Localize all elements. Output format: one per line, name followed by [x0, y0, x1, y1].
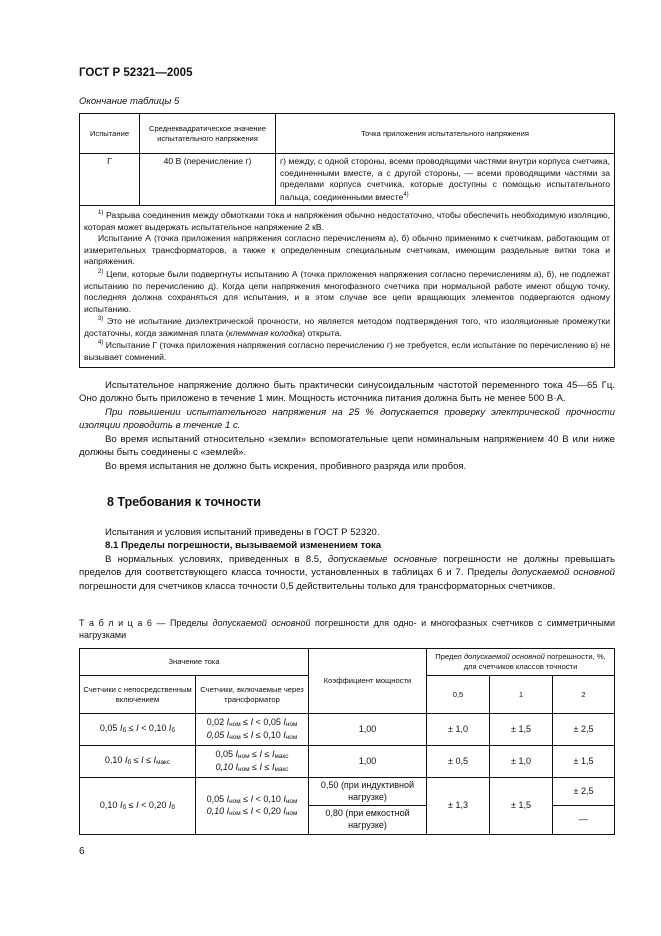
t6-r1-v1: ± 1,5	[490, 714, 553, 746]
t6-r1-direct: 0,05 Iб ≤ I < 0,10 Iб	[80, 714, 196, 746]
note-mark: 3)	[98, 316, 104, 323]
text: Т а б л и ц а 6 — Пределы	[79, 618, 213, 628]
note-3	[84, 315, 610, 339]
section-8-p1: Испытания и условия испытаний приведены в ГОСТ Р 52320.	[105, 527, 380, 538]
paragraph-4: Во время испытания не должно быть искрения, пробивного разряда или пробоя.	[105, 460, 467, 472]
note-text: Разрыва соединения между обмотками тока и напряжения обычно недостаточно, чтобы обеспечить необходимую изоляцию, которая может выдержать испытательное напряжение 2 кВ.	[84, 210, 610, 232]
t6-r2-transformer: 0,05 Iном ≤ I ≤ Iмакс 0,10 Iном ≤ I ≤ Iмакс	[196, 746, 309, 778]
paragraph-3: Во время испытаний относительно «земли» вспомогательные цепи номинальным напряжением 40 В или ниже должны быть соединены с «землей».	[79, 433, 615, 459]
t6-r1-v05: ± 1,0	[427, 714, 490, 746]
note-2	[84, 268, 610, 315]
note-4	[84, 339, 610, 363]
t6-header-class-1: 1	[490, 676, 553, 714]
footnote-ref: 4)	[403, 191, 409, 198]
note-mark: 4)	[98, 340, 104, 347]
t5-row-point-text: г) между, с одной стороны, всеми проводящими частями внутри корпуса счетчика, соединенными вместе, а с другой стороны, — всеми проводящими частями за пределами корпуса счетчика, которые доступны с помощью испытательного пальца, соединенными вместе	[280, 156, 610, 202]
table5-caption: Окончание таблицы 5	[79, 96, 180, 107]
t6-r2-direct: 0,10 Iб ≤ I ≤ Iмакс	[80, 746, 196, 778]
t6-r3-v05: ± 1,3	[427, 778, 490, 835]
text: погрешности, %, для счетчиков классов точности	[463, 652, 606, 671]
note-1	[84, 209, 610, 233]
t6-header-pf: Коэффициент мощности	[309, 649, 427, 714]
table5	[79, 113, 615, 368]
t6-r3-direct: 0,10 Iб ≤ I < 0,20 Iб	[80, 778, 196, 835]
section-8-body	[79, 526, 615, 593]
body-text	[79, 379, 615, 473]
t6-r2-v1: ± 1,0	[490, 746, 553, 778]
table6	[79, 648, 615, 835]
t6-r3-transformer: 0,05 Iном ≤ I < 0,10 Iном 0,10 Iном ≤ I < 0,20 Iном	[196, 778, 309, 835]
t5-row-test: Г	[80, 154, 140, 206]
note-mark: 2)	[98, 269, 104, 276]
text: погрешности для счетчиков класса точности 0,5 действительны только для трансформаторных счетчиков.	[79, 580, 556, 592]
t6-r2-v2: ± 1,5	[553, 746, 615, 778]
italic-text: допускаемые основные	[327, 553, 438, 565]
note-mark: 1)	[98, 210, 104, 217]
paragraph-1: Испытательное напряжение должно быть практически синусоидальным частотой переменного тока 45—65 Гц. Оно должно быть приложено в течение 1 мин. Мощность источника питания должна быть не менее 500 В·А.	[79, 380, 615, 405]
table6-caption	[79, 617, 615, 641]
t6-r3-v2-inductive: ± 2,5	[553, 778, 615, 806]
t5-header-test: Испытание	[80, 114, 140, 154]
t6-header-class-2: 2	[553, 676, 615, 714]
t5-row-point	[276, 154, 615, 206]
t5-header-voltage: Среднеквадратическое значение испытательного напряжения	[140, 114, 276, 154]
text: погрешности не должны превышать пределов для соответствующего класса точности, установленных в таблицах 6 и 7. Пределы	[79, 553, 616, 579]
t6-r1-pf: 1,00	[309, 714, 427, 746]
t6-r3-v1: ± 1,5	[490, 778, 553, 835]
t5-notes	[80, 206, 615, 368]
t5-header-point: Точка приложения испытательного напряжения	[276, 114, 615, 154]
page-number: 6	[79, 846, 85, 857]
t6-r3-pf-inductive: 0,50 (при индуктивной нагрузке)	[309, 778, 427, 806]
note-text: ) открыта.	[302, 327, 342, 338]
t6-r3-pf-capacitive: 0,80 (при емкостной нагрузке)	[309, 806, 427, 834]
t6-header-transformer: Счетчики, включаемые через трансформатор	[196, 676, 309, 714]
italic-text: допускаемой основной	[212, 618, 311, 628]
text: В нормальных условиях, приведенных в 8.5,	[105, 553, 328, 565]
paragraph-2	[79, 406, 615, 433]
t6-header-current: Значение тока	[80, 649, 309, 676]
document-header: ГОСТ Р 52321—2005	[79, 67, 193, 79]
table6-caption-text	[79, 617, 615, 641]
paragraph-2-italic: При повышении испытательного напряжения на 25 % допускается проверку электрической прочности изоляции проводить в течение 1 с.	[79, 406, 615, 432]
t6-header-limit	[427, 649, 615, 676]
t6-r1-v2: ± 2,5	[553, 714, 615, 746]
text: погрешности для одно- и многофазных счетчиков с симметричными нагрузками	[79, 618, 615, 641]
note-text: Цепи, которые были подвергнуты испытанию А (точка приложения напряжения согласно перечислениям а), б), не подлежат испытанию по перечислению д). Когда цепи напряжения многофазного счетчика при нормальной работе имеют общую точку, последняя должна сохраняться для испытания, и в этом случае все цепи вращающих элементов подвергаются одному испытанию.	[84, 268, 611, 314]
italic-text: допускаемой основной	[511, 567, 615, 579]
note-text: Испытание Г (точка приложения напряжения согласно перечислению г) не требуется, если испытание по перечислению в) не вызывает сомнений.	[84, 340, 610, 362]
t6-r2-v05: ± 0,5	[427, 746, 490, 778]
section-8-1-title: 8.1 Пределы погрешности, вызываемой изменением тока	[105, 540, 382, 552]
note-1b: Испытание А (точка приложения напряжения согласно перечислениям а), б) обычно применимо к счетчикам, работающим от измерительных трансформаторов, а также к определенным специальным счетчикам, имеющим раздельные витки тока и напряжения.	[84, 233, 610, 267]
note-text: Это не испытание диэлектрической прочности, но является методом подтверждения того, что изоляционные промежутки достаточны, когда зажимная плата (	[84, 316, 610, 338]
section-8-p2	[79, 553, 615, 593]
section-8-title: 8 Требования к точности	[107, 495, 261, 509]
t6-header-class-05: 0,5	[427, 676, 490, 714]
t5-row-voltage: 40 В (перечисление г)	[140, 154, 276, 206]
text: Предел	[435, 652, 464, 662]
t6-r2-pf: 1,00	[309, 746, 427, 778]
t6-r3-v2-capacitive: —	[553, 806, 615, 834]
note-italic: клеммная колодка	[228, 327, 303, 338]
t6-header-direct: Счетчики с непосредственным включением	[80, 676, 196, 714]
italic-text: допускаемой основной	[463, 652, 545, 662]
t6-r1-transformer: 0,02 Iном ≤ I < 0,05 Iном 0,05 Iном ≤ I ≤ 0,10 Iном	[196, 714, 309, 746]
